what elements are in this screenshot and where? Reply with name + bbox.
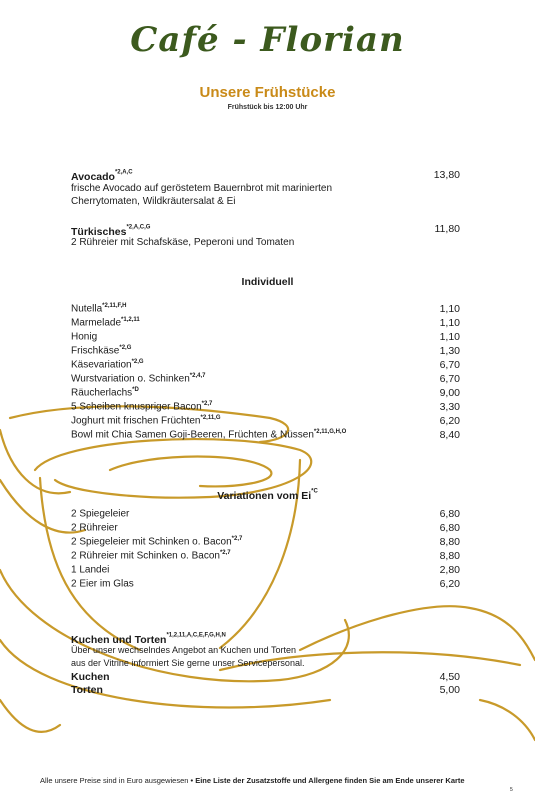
item-price: 6,80 xyxy=(439,508,460,520)
section-heading-variationen xyxy=(0,486,535,504)
footer-separator: • xyxy=(188,776,196,785)
item-price: 1,10 xyxy=(439,303,460,315)
item-name: Käsevariation xyxy=(71,359,132,371)
item-name: 5 Scheiben knuspriger Bacon xyxy=(71,401,202,413)
item-allergens: *2,G xyxy=(131,359,144,365)
item-allergens: *2,A,C xyxy=(114,169,133,176)
item-price: 6,80 xyxy=(439,522,460,534)
kuchen-description: Über unser wechselndes Angebot an Kuchen und Torten xyxy=(71,645,296,655)
page-number: 5 xyxy=(510,787,513,793)
cafe-logo: Café - Florian xyxy=(130,20,405,60)
torten-label: Torten xyxy=(71,684,103,696)
item-price: 13,80 xyxy=(433,169,460,181)
item-description: frische Avocado auf geröstetem Bauernbrot mit marinierten xyxy=(71,183,333,194)
menu-list-item xyxy=(71,303,127,314)
item-description: 2 Rühreier mit Schafskäse, Peperoni und Tomaten xyxy=(71,237,295,248)
item-name: 2 Spiegeleier mit Schinken o. Bacon xyxy=(71,536,232,548)
item-name: Wurstvariation o. Schinken xyxy=(71,373,190,385)
item-allergens: *2,11,F,H xyxy=(102,303,127,309)
menu-list-item xyxy=(71,429,346,440)
footer-bold: Eine Liste der Zusatzstoffe und Allergene finden Sie am Ende unserer Karte xyxy=(195,776,465,785)
menu-list-item xyxy=(71,331,97,342)
item-allergens: *2,11,G xyxy=(200,415,221,421)
item-name: 2 Rühreier mit Schinken o. Bacon xyxy=(71,550,220,562)
item-allergens: *2,A,C,G xyxy=(126,224,151,231)
item-allergens: *1,2,11 xyxy=(121,317,140,323)
footer-normal: Alle unsere Preise sind in Euro ausgewiesen xyxy=(40,776,189,785)
torten-price: 5,00 xyxy=(439,684,460,696)
item-description: Cherrytomaten, Wildkräutersalat & Ei xyxy=(71,196,236,207)
page-title: Unsere Frühstücke xyxy=(199,84,336,101)
item-price: 6,70 xyxy=(439,359,460,371)
item-name: Honig xyxy=(71,331,98,343)
item-name: Joghurt mit frischen Früchten xyxy=(71,415,201,427)
item-price: 6,20 xyxy=(439,415,460,427)
item-price: 1,10 xyxy=(439,317,460,329)
menu-list-item xyxy=(71,536,242,547)
kuchen-label: Kuchen xyxy=(71,671,110,683)
item-name: 2 Eier im Glas xyxy=(71,578,134,590)
item-name: 2 Spiegeleier xyxy=(71,508,130,520)
page-subtitle: Frühstück bis 12:00 Uhr xyxy=(227,104,308,111)
item-price: 3,30 xyxy=(439,401,460,413)
kuchen-description: aus der Vitrine informiert Sie gerne unser Servicepersonal. xyxy=(71,658,305,668)
menu-list-item xyxy=(71,345,131,356)
section-heading-text: Variationen vom Ei xyxy=(217,490,312,502)
item-price: 9,00 xyxy=(439,387,460,399)
item-price: 1,30 xyxy=(439,345,460,357)
item-name: Avocado xyxy=(71,171,115,183)
item-name: 1 Landei xyxy=(71,564,110,576)
section-allergens: *C xyxy=(311,488,318,495)
item-price: 6,20 xyxy=(439,578,460,590)
section-allergens: *1,2,11,A,C,E,F,G,H,N xyxy=(166,632,226,639)
item-price: 2,80 xyxy=(439,564,460,576)
item-price: 6,70 xyxy=(439,373,460,385)
item-name: Räucherlachs xyxy=(71,387,133,399)
menu-list-item xyxy=(71,578,134,589)
item-allergens: *2,4,7 xyxy=(189,373,206,379)
menu-list-item xyxy=(71,373,205,384)
menu-list-item xyxy=(71,564,109,575)
menu-list-item xyxy=(71,415,221,426)
item-name: Frischkäse xyxy=(71,345,120,357)
item-name: 2 Rühreier xyxy=(71,522,118,534)
section-heading-text: Kuchen und Torten xyxy=(71,634,167,646)
item-price: 8,80 xyxy=(439,550,460,562)
item-price: 1,10 xyxy=(439,331,460,343)
item-name: Marmelade xyxy=(71,317,122,329)
item-name: Nutella xyxy=(71,303,103,315)
item-allergens: *2,7 xyxy=(231,536,243,542)
menu-list-item xyxy=(71,508,129,519)
item-name: Bowl mit Chia Samen Goji-Beeren, Früchten & Nüssen xyxy=(71,429,314,441)
menu-list-item xyxy=(71,359,144,370)
item-price: 8,40 xyxy=(439,429,460,441)
item-allergens: *2,G xyxy=(119,345,132,351)
menu-list-item xyxy=(71,522,118,533)
menu-list-item xyxy=(71,550,231,561)
item-allergens: *2,7 xyxy=(219,550,231,556)
item-allergens: *2,7 xyxy=(201,401,213,407)
item-price: 11,80 xyxy=(434,223,460,235)
item-allergens: *2,11,G,H,O xyxy=(313,429,347,435)
item-allergens: *D xyxy=(132,387,139,393)
section-heading-individuell: Individuell xyxy=(241,276,294,288)
menu-list-item xyxy=(71,317,140,328)
menu-list-item xyxy=(71,387,139,398)
kuchen-price: 4,50 xyxy=(439,671,460,683)
menu-list-item xyxy=(71,401,212,412)
item-name: Türkisches xyxy=(71,226,127,238)
footer-note xyxy=(40,776,465,785)
item-price: 8,80 xyxy=(439,536,460,548)
